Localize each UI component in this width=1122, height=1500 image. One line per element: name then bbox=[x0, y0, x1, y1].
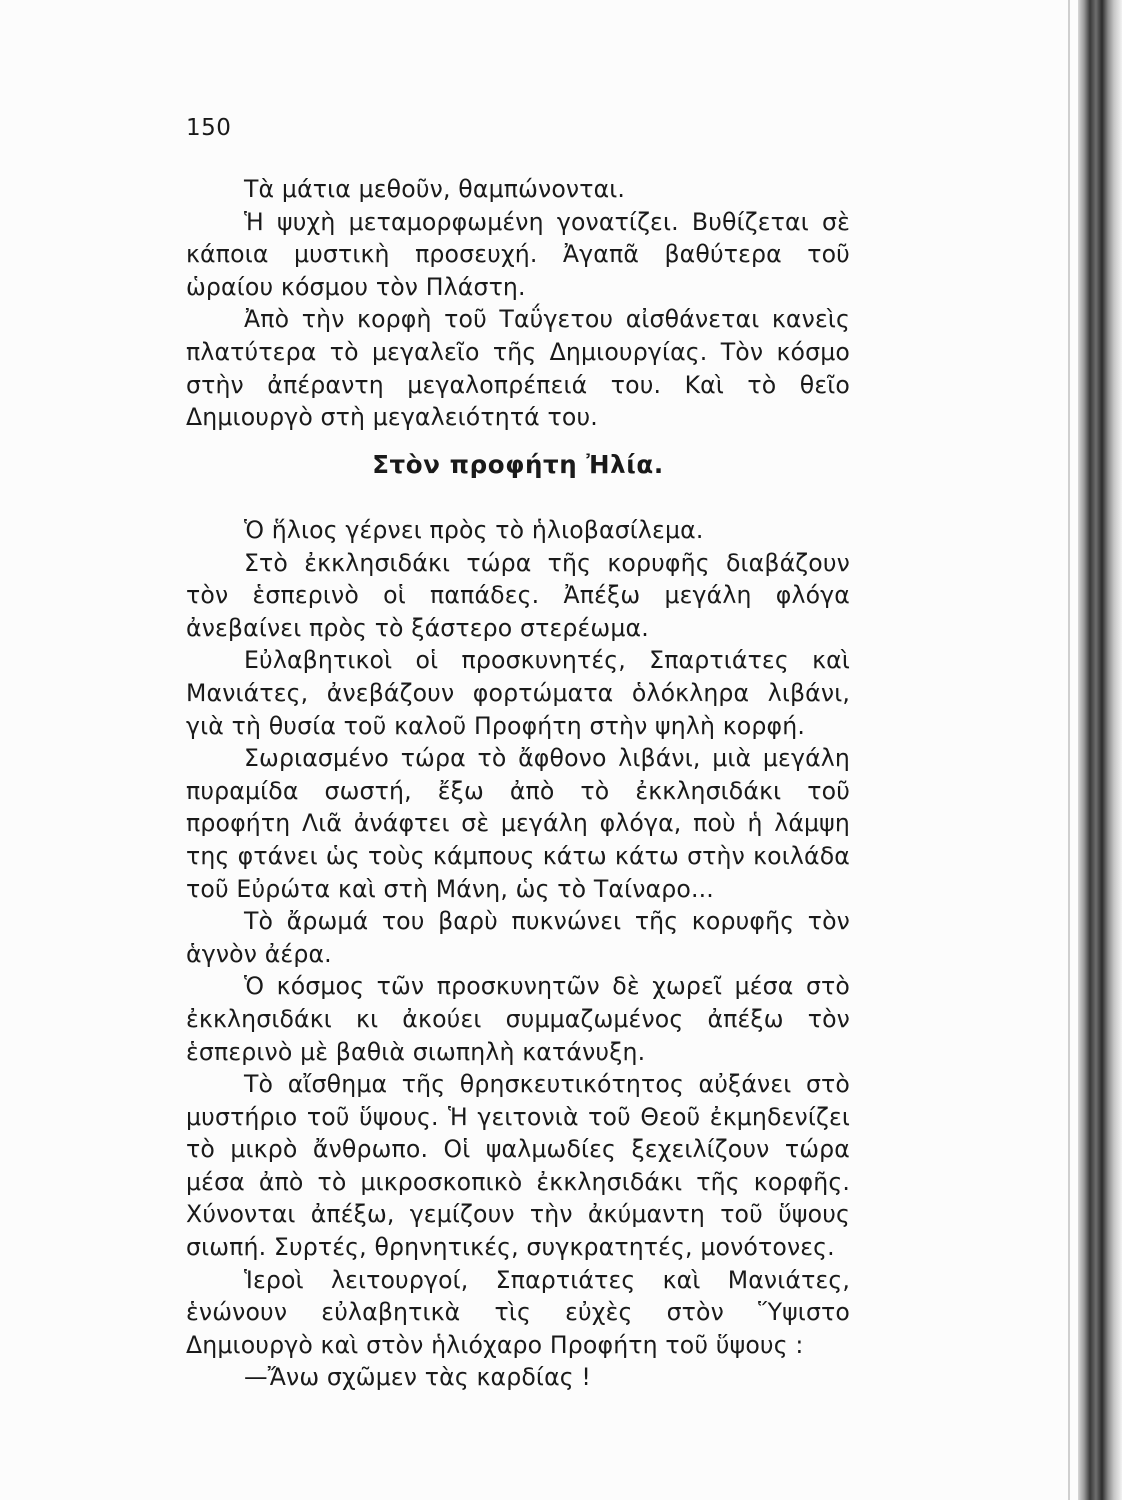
text-block-2 bbox=[186, 514, 850, 1394]
paragraph: —Ἄνω σχῶμεν τὰς καρδίας ! bbox=[244, 1363, 592, 1392]
text-block-1 bbox=[186, 173, 850, 434]
paragraph: Τὸ ἄρωμά του βαρὺ πυκνώνει τῆς κορυφῆς τὸν ἁγνὸν ἀέρα. bbox=[186, 907, 850, 968]
paragraph: Εὐλαβητικοὶ οἱ προσκυνητές, Σπαρτιάτες καὶ Μανιάτες, ἀνεβάζουν φορτώματα ὁλόκληρα λιβάνι, γιὰ τὴ θυσία τοῦ καλοῦ Προφήτη στὴν ψηλὴ κορφή. bbox=[186, 646, 850, 740]
paragraph: Ἀπὸ τὴν κορφὴ τοῦ Ταΰγετου αἰσθάνεται κανεὶς πλατύτερα τὸ μεγαλεῖο τῆς Δημιουργίας. Τὸν κόσμο στὴν ἀπέραντη μεγαλοπρέπειά του. Καὶ τὸ θεῖο Δημιουργὸ στὴ μεγαλειότητά του. bbox=[186, 305, 850, 432]
paragraph: Τὰ μάτια μεθοῦν, θαμπώνονται. bbox=[244, 175, 626, 203]
book-binding-edge bbox=[1078, 0, 1122, 1500]
page-number: 150 bbox=[186, 115, 232, 141]
paragraph: Στὸ ἐκκλησιδάκι τώρα τῆς κορυφῆς διαβάζουν τὸν ἑσπερινὸ οἱ παπάδες. Ἀπέξω μεγάλη φλόγα ἀνεβαίνει πρὸς τὸ ξάστερο στερέωμα. bbox=[186, 548, 850, 642]
paragraph: Ὁ ἥλιος γέρνει πρὸς τὸ ἡλιοβασίλεμα. bbox=[244, 516, 704, 544]
paragraph: Ἱεροὶ λειτουργοί, Σπαρτιάτες καὶ Μανιάτες, ἑνώνουν εὐλαβητικὰ τὶς εὐχὲς στὸν Ὕψιστο Δημιουργὸ καὶ στὸν ἡλιόχαρο Προφήτη τοῦ ὕψους : bbox=[186, 1265, 850, 1359]
paragraph: Ἡ ψυχὴ μεταμορφωμένη γονατίζει. Βυθίζεται σὲ κάποια μυστικὴ προσευχή. Ἀγαπᾶ βαθύτερα τοῦ ὡραίου κόσμου τὸν Πλάστη. bbox=[186, 207, 850, 301]
paragraph: Τὸ αἴσθημα τῆς θρησκευτικότητος αὐξάνει στὸ μυστήριο τοῦ ὕψους. Ἡ γειτονιὰ τοῦ Θεοῦ ἐκμηδενίζει τὸ μικρὸ ἄνθρωπο. Οἱ ψαλμωδίες ξεχειλίζουν τώρα μέσα ἀπὸ τὸ μικροσκοπικὸ ἐκκλησιδάκι τῆς κορφῆς. Χύνονται ἀπέξω, γεμίζουν τὴν ἀκύμαντη τοῦ ὕψους σιωπή. Συρτές, θρηνητικές, συγκρατητές, μονότονες. bbox=[186, 1070, 850, 1262]
page-edge-line bbox=[1068, 0, 1070, 1500]
paragraph: Σωριασμένο τώρα τὸ ἄφθονο λιβάνι, μιὰ μεγάλη πυραμίδα σωστή, ἔξω ἀπὸ τὸ ἐκκλησιδάκι τοῦ προφήτη Λιᾶ ἀνάφτει σὲ μεγάλη φλόγα, ποὺ ἡ λάμψη της φτάνει ὡς τοὺς κάμπους κάτω κάτω στὴν κοιλάδα τοῦ Εὐρώτα καὶ στὴ Μάνη, ὡς τὸ Ταίναρο... bbox=[186, 744, 850, 903]
section-heading: Στὸν προφήτη Ἠλία. bbox=[372, 450, 664, 479]
paragraph: Ὁ κόσμος τῶν προσκυνητῶν δὲ χωρεῖ μέσα στὸ ἐκκλησιδάκι κι ἀκούει συμμαζωμένος ἀπέξω τὸν ἑσπερινὸ μὲ βαθιὰ σιωπηλὴ κατάνυξη. bbox=[186, 972, 850, 1066]
